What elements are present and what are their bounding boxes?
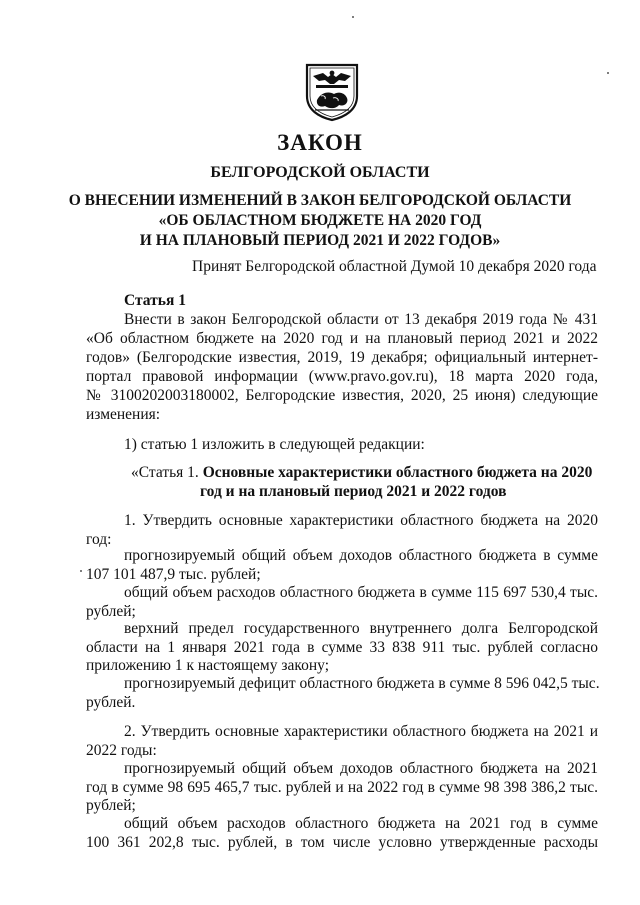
quoted-article — [131, 464, 592, 482]
body-line: рублей; — [86, 603, 136, 620]
article-intro-line: «Об областном бюджете на 2020 год и на плановый период 2021 и 2022 — [86, 330, 598, 347]
article-intro-line: портал правовой информации (www.pravo.gov.ru), 18 марта 2020 года, — [86, 368, 598, 385]
body-line: 2. Утвердить основные характеристики областного бюджета на 2021 и — [124, 723, 598, 740]
scan-speck — [352, 16, 354, 18]
subject-line: О ВНЕСЕНИИ ИЗМЕНЕНИЙ В ЗАКОН БЕЛГОРОДСКОЙ ОБЛАСТИ — [68, 192, 572, 209]
body-line: прогнозируемый дефицит областного бюджета в сумме 8 596 042,5 тыс. — [124, 675, 600, 692]
body-line: области на 1 января 2021 года в сумме 33 838 911 тыс. рублей согласно — [86, 639, 598, 656]
law-title: ЗАКОН — [277, 130, 363, 155]
body-line: год: — [86, 531, 112, 548]
body-line: 107 101 487,9 тыс. рублей; — [86, 566, 261, 583]
body-line: 1. Утвердить основные характеристики областного бюджета на 2020 — [124, 512, 598, 529]
scan-speck — [80, 570, 82, 572]
subject-line: И НА ПЛАНОВЫЙ ПЕРИОД 2021 И 2022 ГОДОВ» — [139, 232, 501, 249]
quoted-article-title: Основные характеристики областного бюджета на 2020 — [202, 464, 593, 481]
scan-speck — [607, 72, 609, 74]
article-intro-line: изменения: — [86, 406, 161, 423]
body-line: общий объем расходов областного бюджета в сумме 115 697 530,4 тыс. — [124, 584, 598, 601]
body-line: рублей. — [86, 694, 136, 711]
body-line: верхний предел государственного внутреннего долга Белгородской — [124, 620, 598, 637]
body-line: год в сумме 98 695 465,7 тыс. рублей и на 2022 год в сумме 98 398 386,2 тыс. — [86, 779, 598, 796]
body-line: прогнозируемый общий объем доходов областного бюджета в сумме — [124, 547, 598, 564]
article-intro-line: Внести в закон Белгородской области от 13 декабря 2019 года № 431 — [124, 311, 598, 328]
quoted-article-prefix: «Статья 1. — [131, 464, 199, 481]
body-line: прогнозируемый общий объем доходов областного бюджета на 2021 — [124, 760, 598, 777]
body-line: общий объем расходов областного бюджета на 2021 год в сумме — [124, 815, 598, 832]
amendment-item: 1) статью 1 изложить в следующей редакции: — [124, 436, 425, 453]
law-subject — [0, 191, 640, 251]
body-line: 100 361 202,8 тыс. рублей, в том числе условно утвержденные расходы — [86, 834, 598, 851]
quoted-article-title: год и на плановый период 2021 и 2022 годов — [200, 483, 507, 500]
law-region: БЕЛГОРОДСКОЙ ОБЛАСТИ — [210, 164, 430, 181]
article-intro-line: годов» (Белгородские известия, 2019, 19 декабря; официальный интернет- — [86, 349, 598, 366]
subject-line: «ОБ ОБЛАСТНОМ БЮДЖЕТЕ НА 2020 ГОД — [158, 212, 482, 229]
body-line: приложению 1 к настоящему закону; — [86, 657, 329, 674]
article-heading: Статья 1 — [124, 292, 186, 309]
belgorod-coat-of-arms-icon — [303, 62, 361, 122]
adoption-note: Принят Белгородской областной Думой 10 декабря 2020 года — [192, 258, 597, 275]
body-line: 2022 годы: — [86, 742, 157, 759]
article-intro-line: № 3100202003180002, Белгородские известия, 2020, 25 июня) следующие — [86, 387, 598, 404]
body-line: рублей; — [86, 797, 136, 814]
